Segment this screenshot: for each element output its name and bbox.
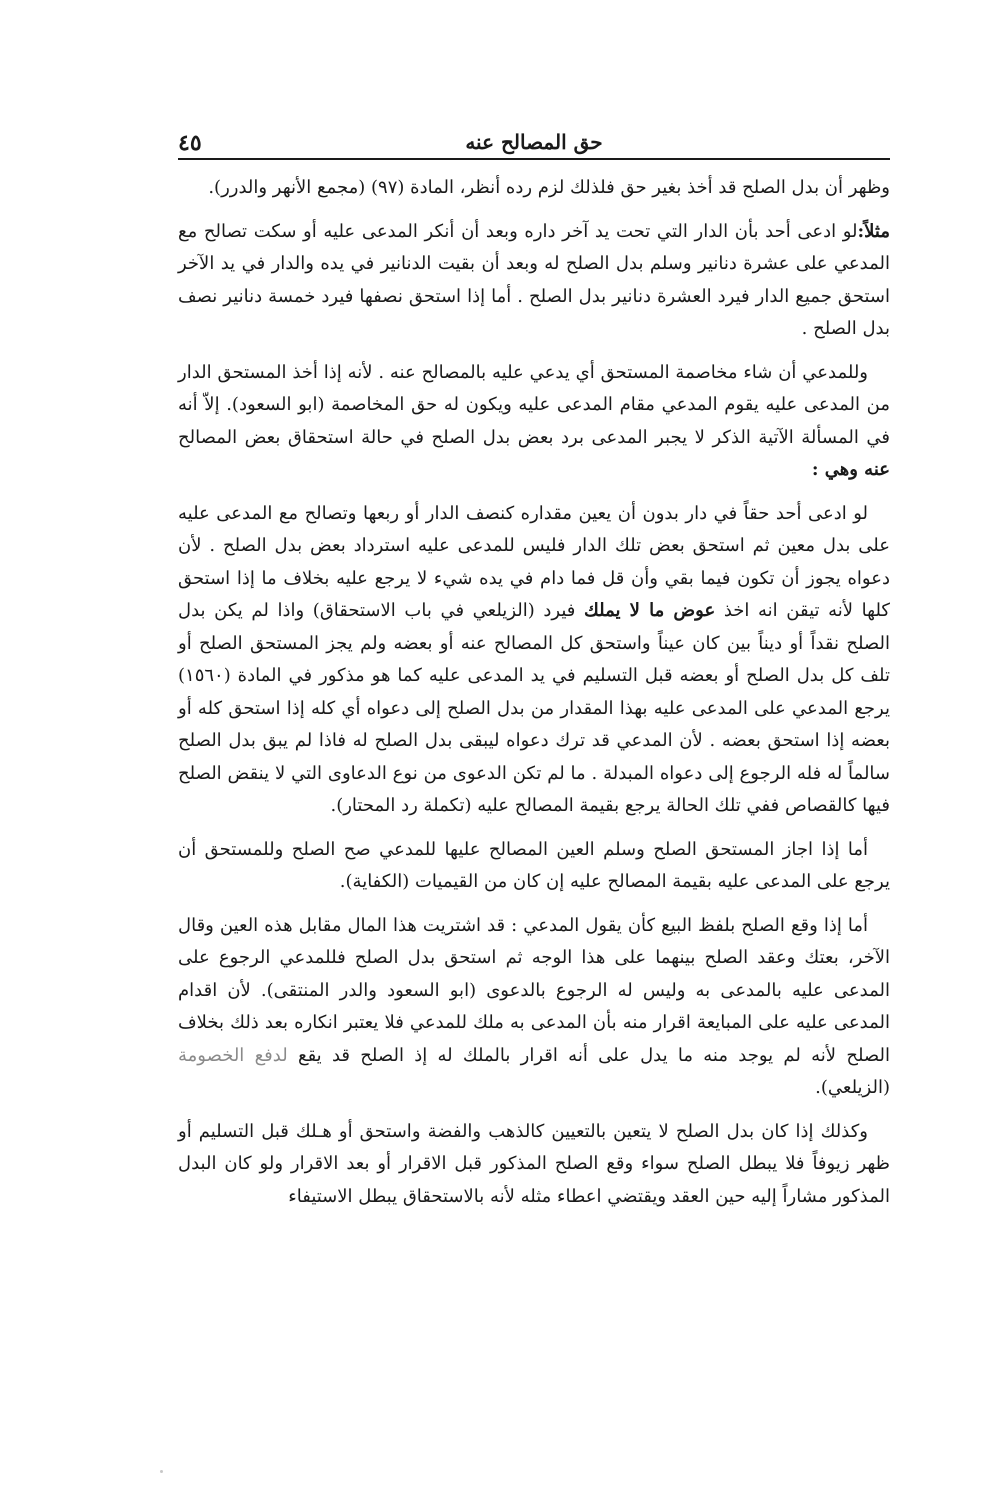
example-label: مثلاً:	[857, 220, 890, 242]
paragraph-text: وللمدعي أن شاء مخاصمة المستحق أي يدعي عليه بالمصالح عنه . لأنه إذا أخذ المستحق الدار من المدعى عليه يقوم المدعي مقام المدعى عليه ويكون له حق المخاصمة (ابو السعود). إلاّ أنه في المسألة الآتية الذكر لا يجبر المدعى برد بعض بدل الصلح في حالة استحقاق بعض المصالح	[178, 361, 890, 448]
faint-phrase: لدفع الخصومة	[178, 1044, 288, 1066]
bold-phrase: عوض ما لا يملك	[583, 600, 716, 621]
paragraph-text-a: لو ادعى أحد حقاً في دار بدون أن يعين مقداره كنصف الدار أو ربعها وتصالح مع المدعى عليه على بدل معين ثم استحق بعض تلك الدار فليس للمدعى عليه استرداد بعض بدل الصلح . لأن دعواه يجوز أن تكون فيما بقي وأن قل فما دام في يده شيء لا يرجع عليه بخلاف ما إذا استحق كلها لأنه تيقن انه اخذ	[178, 502, 890, 621]
paragraph-text: أما إذا وقع الصلح بلفظ البيع كأن يقول المدعي : قد اشتريت هذا المال مقابل هذه العين وقال الآخر، بعتك وعقد الصلح بينهما على هذا الوجه ثم استحق بدل الصلح فللمدعي الرجوع على المدعى عليه بالمدعى به وليس له الرجوع بالدعوى (ابو السعود والدر المنتقى). لأن اقدام المدعى عليه على المبايعة اقرار منه بأن المدعى به ملك للمدعي فلا يعتبر انكاره بعد ذلك بخلاف الصلح لأنه لم يوجد منه ما يدل على أنه اقرار بالملك له إذ الصلح قد يقع	[178, 914, 890, 1066]
scan-speck	[160, 1470, 163, 1473]
running-title: حق المصالح عنه	[465, 130, 603, 154]
paragraph-5	[178, 834, 890, 899]
paragraph-tail: (الزيلعي).	[815, 1077, 890, 1098]
paragraph-7	[178, 1116, 890, 1214]
page-number: ٤٥	[178, 130, 202, 156]
header-divider	[178, 158, 890, 160]
paragraph-4	[178, 498, 890, 823]
paragraph-text: أما إذا اجاز المستحق الصلح وسلم العين المصالح عليها للمدعي صح الصلح وللمستحق أن يرجع على المدعى عليه بقيمة المصالح عليه إن كان من القيميات (الكفاية).	[178, 838, 890, 892]
paragraph-text: لو ادعى أحد بأن الدار التي تحت يد آخر داره وبعد أن أنكر المدعى عليه أو سكت تصالح مع المدعي على عشرة دنانير وسلم بدل الصلح له وبعد أن بقيت الدنانير في يده والدار في يد الآخر استحق جميع الدار فيرد العشرة دنانير بدل الصلح . أما إذا استحق نصفها فيرد خمسة دنانير نصف بدل الصلح .	[178, 220, 890, 339]
paragraph-6	[178, 910, 890, 1105]
body-text	[178, 172, 890, 1213]
paragraph-tail-bold: عنه وهي :	[811, 459, 890, 480]
paragraph-text: وكذلك إذا كان بدل الصلح لا يتعين بالتعيين كالذهب والفضة واستحق أو هـلك قبل التسليم أو ظهر زيوفاً فلا يبطل الصلح سواء وقع الصلح المذكور قبل الاقرار أو بعد الاقرار ولو كان البدل المذكور مشاراً إليه حين العقد ويقتضي اعطاء مثله لأنه بالاستحقاق يبطل الاستيفاء	[178, 1120, 890, 1207]
paragraph-3	[178, 357, 890, 487]
page-header	[178, 126, 890, 166]
paragraph-2	[178, 216, 890, 346]
paragraph-text-b: فيرد (الزيلعي في باب الاستحقاق) واذا لم يكن بدل الصلح نقداً أو ديناً بين كان عيناً واستحق كل المصالح عنه أو بعضه ولم يجز المستحق الصلح أو تلف كل بدل الصلح أو بعضه قبل التسليم في يد المدعى عليه كما هو مذكور في المادة (١٥٦٠) يرجع المدعي على المدعى عليه بهذا المقدار من بدل الصلح إلى دعواه أي كله إذا استحق كله أو بعضه إذا استحق بعضه . لأن المدعي قد ترك دعواه ليبقى بدل الصلح له فاذا لم يبق بدل الصلح سالماً له فله الرجوع إلى دعواه المبدلة . ما لم تكن الدعوى من نوع الدعاوى التي لا ينقض الصلح فيها كالقصاص ففي تلك الحالة يرجع بقيمة المصالح عليه (تكملة رد المحتار).	[178, 600, 890, 816]
paragraph-1	[178, 172, 890, 205]
paragraph-text: وظهر أن بدل الصلح قد أخذ بغير حق فلذلك لزم رده أنظر، المادة (٩٧) (مجمع الأنهر والدرر).	[208, 177, 890, 198]
